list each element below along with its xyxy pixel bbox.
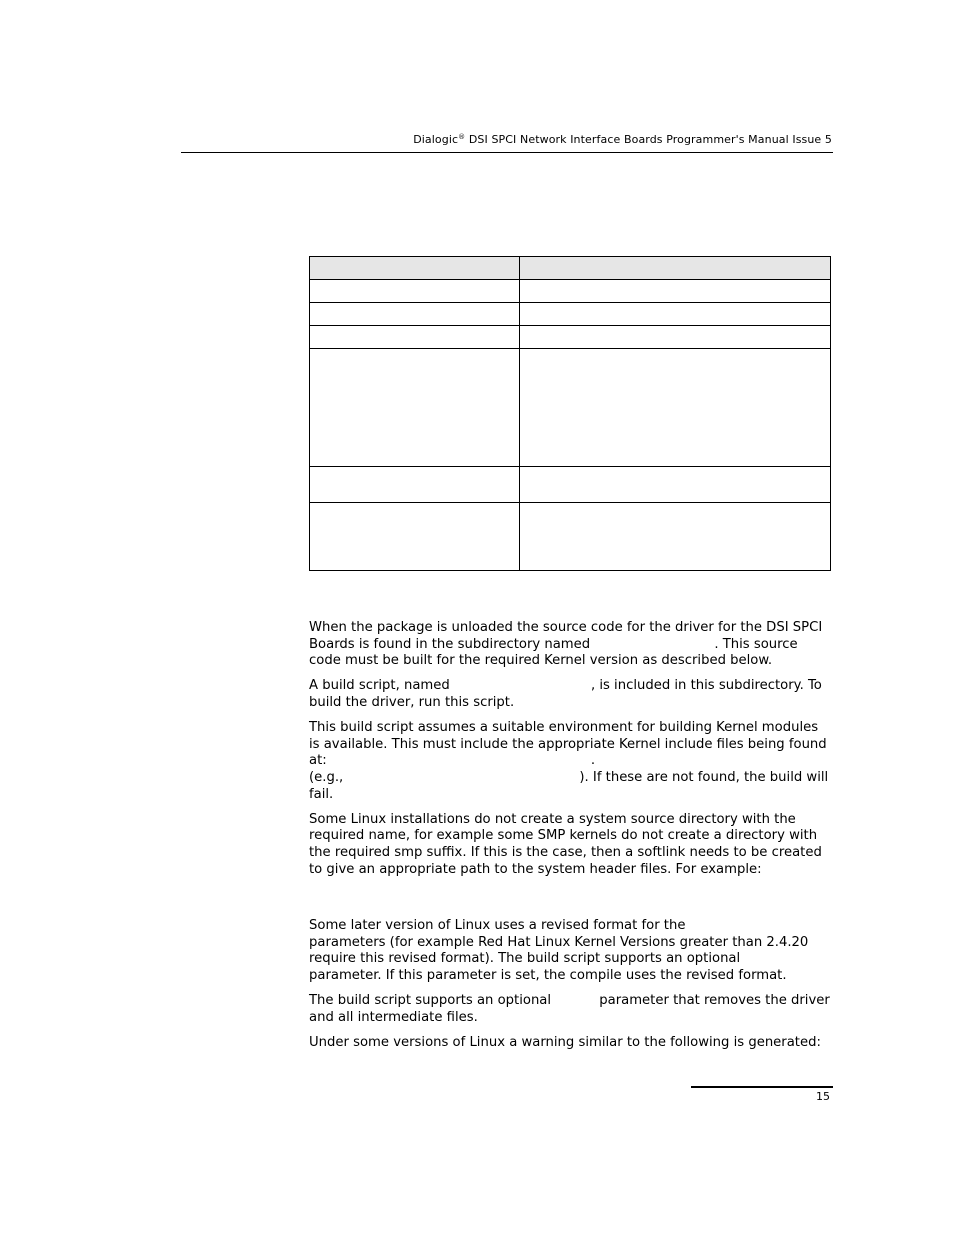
table-header-cell (520, 257, 831, 280)
text-run: parameters (for example Red Hat Linux Kernel Versions greater than 2.4.20 require this revised format). The build script supports an optional (309, 934, 809, 967)
table-cell (310, 303, 520, 326)
table-cell (310, 503, 520, 571)
text-run: The build script supports an optional (309, 993, 556, 1009)
text-run: A build script, named (309, 678, 454, 694)
paragraph-environment (309, 720, 831, 803)
text-run: . This source code must be built for the required Kernel version as described below. (309, 636, 798, 669)
table-header-row (310, 257, 831, 280)
running-header (413, 133, 832, 146)
table-cell (310, 349, 520, 467)
table-cell (520, 280, 831, 303)
text-run: . (590, 753, 596, 769)
table-cell (310, 280, 520, 303)
table-cell (310, 326, 520, 349)
table-row (310, 467, 831, 503)
header-title: DSI SPCI Network Interface Boards Programmer's Manual Issue 5 (465, 133, 832, 146)
paragraph-build-script (309, 678, 831, 711)
table-cell (310, 467, 520, 503)
text-run: Some Linux installations do not create a system source directory with the required name, for example some SMP kernels do not create a directory with the required smp suffix. If this is the case, then a softlink needs to be created to give an appropriate path to the system header files. For example: (309, 811, 822, 877)
paragraph-source-location (309, 620, 831, 670)
table-header-cell (310, 257, 520, 280)
paragraph-revised-format (309, 918, 831, 984)
text-run: , is included in this subdirectory. To build the driver, run this script. (309, 678, 822, 710)
text-run: (e.g., (309, 769, 348, 785)
text-run: When the package is unloaded the source code for the driver for the DSI SPCI Boards is found in the subdirectory named (309, 620, 823, 652)
registered-mark: ® (458, 133, 466, 141)
table-cell (520, 349, 831, 467)
table-row (310, 326, 831, 349)
header-rule (181, 152, 833, 153)
file-table (309, 256, 831, 571)
text-run: parameter. If this parameter is set, the compile uses the revised format. (309, 967, 787, 983)
table-row (310, 503, 831, 571)
table-cell (520, 467, 831, 503)
table-row (310, 303, 831, 326)
body-text (309, 620, 831, 1060)
paragraph-warning (309, 1035, 831, 1052)
table-cell (520, 503, 831, 571)
text-run: Some later version of Linux uses a revised format for the (309, 918, 690, 934)
table-cell (520, 326, 831, 349)
table-row (310, 349, 831, 467)
page-number: 15 (816, 1090, 830, 1103)
table-row (310, 280, 831, 303)
text-run: This build script assumes a suitable environment for building Kernel modules is available. This must include the appropriate Kernel include files being found at: (309, 720, 827, 769)
paragraph-softlink (309, 812, 831, 878)
footer-rule (691, 1086, 833, 1088)
text-run: ). If these are not found, the build will fail. (309, 769, 829, 802)
text-run: parameter that removes the driver and all intermediate files. (309, 993, 830, 1025)
text-run: Under some versions of Linux a warning similar to the following is generated: (309, 1034, 821, 1050)
header-brand: Dialogic (413, 133, 459, 146)
table-cell (520, 303, 831, 326)
paragraph-clean-option (309, 993, 831, 1026)
